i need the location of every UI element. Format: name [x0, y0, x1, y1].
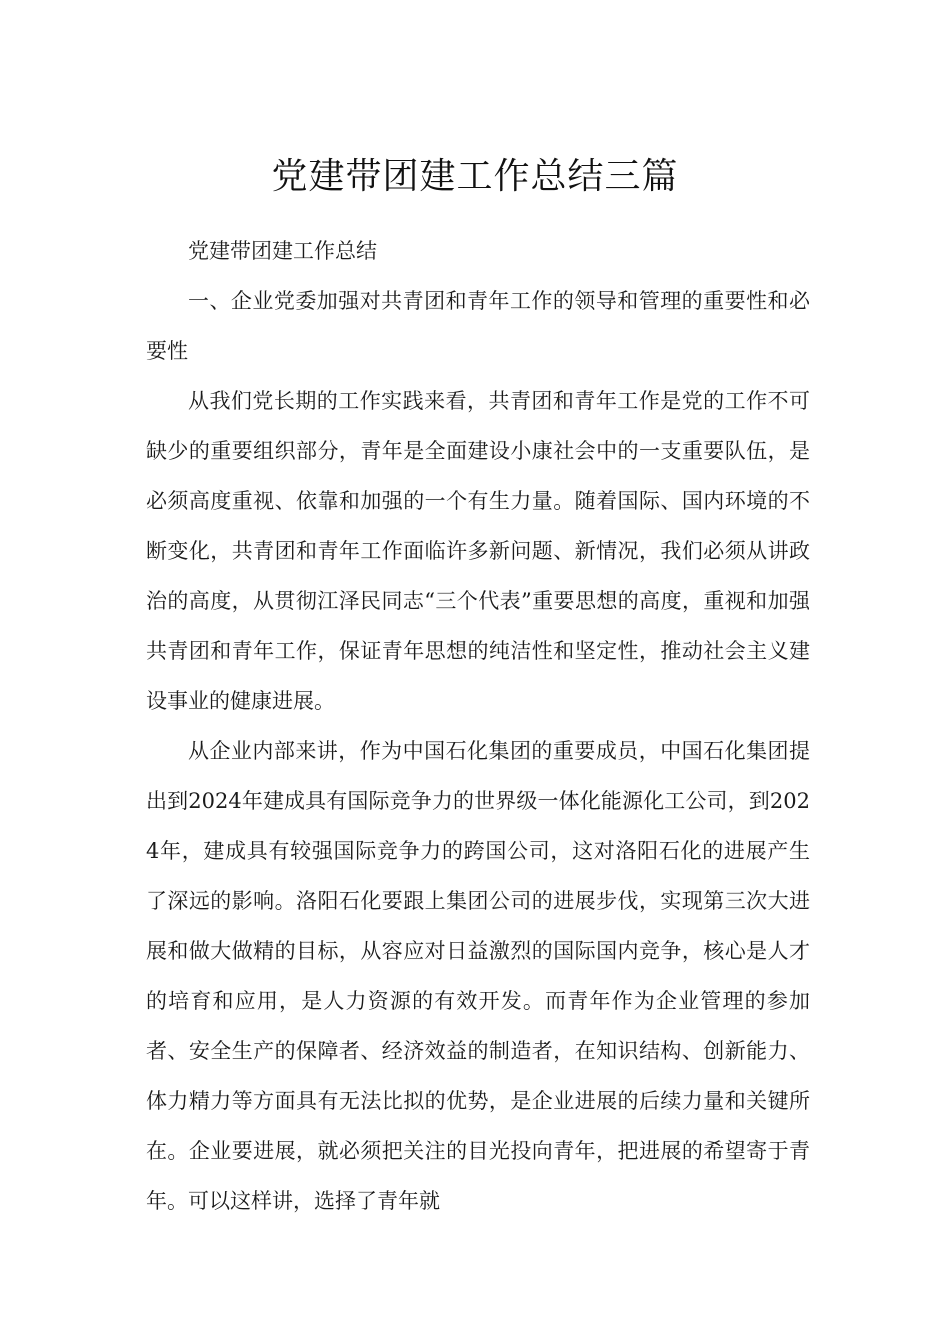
document-title: 党建带团建工作总结三篇 — [271, 156, 679, 198]
section-heading: 党建带团建工作总结 — [188, 239, 377, 263]
paragraph-2: 从我们党长期的工作实践来看，共青团和青年工作是党的工作不可缺少的重要组织部分，青年是全面建设小康社会中的一支重要队伍，是必须高度重视、依靠和加强的一个有生力量。随着国际、国内环境的不断变化，共青团和青年工作面临许多新问题、新情况，我们必须从讲政治的高度，从贯彻江泽民同志“三个代表”重要思想的高度，重视和加强共青团和青年工作，保证青年思想的纯洁性和坚定性，推动社会主义建设事业的健康进展。 — [146, 389, 810, 713]
paragraph-1: 一、企业党委加强对共青团和青年工作的领导和管理的重要性和必要性 — [146, 289, 810, 363]
paragraph-3: 从企业内部来讲，作为中国石化集团的重要成员，中国石化集团提出到2024年建成具有国际竞争力的世界级一体化能源化工公司，到2024年，建成具有较强国际竞争力的跨国公司，这对洛阳石化的进展产生了深远的影响。洛阳石化要跟上集团公司的进展步伐，实现第三次大进展和做大做精的目标，从容应对日益激烈的国际国内竞争，核心是人才的培育和应用，是人力资源的有效开发。而青年作为企业管理的参加者、安全生产的保障者、经济效益的制造者，在知识结构、创新能力、体力精力等方面具有无法比拟的优势，是企业进展的后续力量和关键所在。企业要进展，就必须把关注的目光投向青年，把进展的希望寄于青年。可以这样讲，选择了青年就 — [146, 739, 810, 1213]
document-body — [146, 226, 810, 1226]
